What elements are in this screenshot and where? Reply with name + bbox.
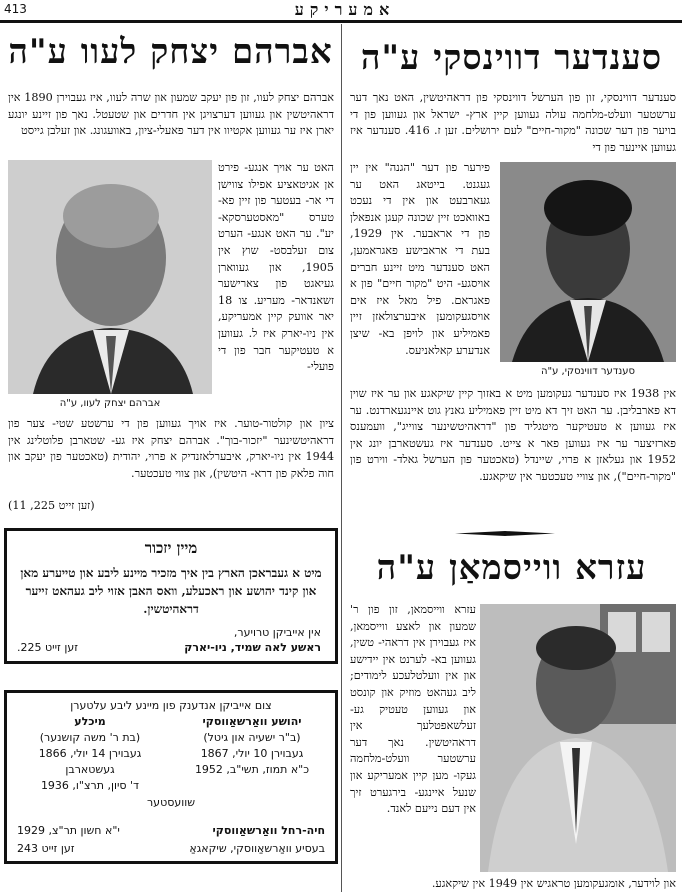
right-article-title: סענדער דווינסקי ע"ה	[360, 38, 663, 78]
memorial-box-text: מיט א געבראכן הארץ בין איך מזכיר מיינע ליבע און טייערע מאן און קינד יהושע און ראכעלע, וואס האבן אזוי ליב געהאט זייער דראהיטשין.	[20, 566, 322, 616]
ezra-article-text-side: עזרא ווייסמאן, זון פון ר' שמעון און לאצע ווייסמאן, איז געבוירן אין דראהי- טשין, געווען בא- לערנט אין יידישע און אין וועלטלעכע לימודים; ליב געהאט מוזיק און קונסט און געווען טעטיק גע- זעלשאפטלעך אין דראהיטשין. נאך דער ערשטער וועלט-מלחמה געקו- מען קיין אמעריקע און שנעל איינגע- בירגערט זיך אין דעם נייעם לאנד.	[350, 603, 476, 816]
mother-name: מיכלע	[74, 715, 106, 728]
memorial-box-signer: ראשע לאה שמיד, ניו-יארק	[184, 641, 321, 654]
father-name: יהושע וואַרשאַווסקי	[202, 715, 302, 728]
portrait-photo-ezra	[480, 604, 676, 872]
page-number: 413	[4, 2, 27, 16]
right-article-text-bottom: אין 1938 איז סענדער געקומען מיט א באזוך קיין שיקאגע און ער איז שוין דא פארבליבן. ער האט זיך דא מיט זיין פאמיליע גאנץ גוט איינגעארדנט. ער איז געווען א טעטיקער מיטגליד פון "דראהיטשינער צווייג", וועמענס פארזיצער ער איז געווען פאר א צייט. סענדער איז געשטארבן יונג אין 1952 און געלאזן א פרוי, שיינדל (טאכטער פון הערשל גאלד- ווירט פון "מקור-חיים"), און צוויי טעכטער אין שיקאגע.	[350, 387, 676, 483]
portrait-photo-left	[8, 160, 212, 394]
left-article-page-ref: (זען זייט 225, 11)	[8, 499, 95, 512]
parents-memorial-box	[4, 690, 338, 864]
sister-name: חיה-רחל וואַרשאַווסקי	[212, 824, 325, 837]
sister-label: שוועסטער	[146, 796, 196, 809]
column-divider	[341, 24, 342, 892]
ezra-article-text-bottom: און לוידער, אומגעקומען טראגיש אין 1949 אין שיקאגע.	[431, 877, 676, 890]
parents-box-page-ref: זען זייט 243	[17, 842, 75, 855]
father-died: כ"א תמוז, תשי"ב, 1952	[194, 763, 310, 776]
right-photo-caption: סענדער דווינסקי, ע"ה	[540, 366, 635, 377]
left-article-title: אברהם יצחק לעוו ע"ה	[8, 32, 333, 72]
mother-parents: (בת ר' משה קושנער)	[39, 731, 141, 744]
memorial-box	[4, 528, 338, 664]
ezra-article-title: עזרא ווייסמאַן ע"ה	[376, 548, 647, 588]
mother-born: געבוירן 14 יולי, 1866	[38, 747, 142, 760]
right-article-text-side: פירער פון דער "הגנה" אין יין געגנט. בייטאג האט ער געארבעט און אין די נעכט באוואכט זיין שכונה קעגן אנפאלן פון די אראבער. אין 1929, בעת די אראבישע פאגראמען, האט סענדער מיט זיינע חברים אויסגע- היט "מקור חיים" פון א פאגראם. פיל מאל איז אים אויסגעקומען איבערצולאזן זיין פאמיליע און לויפן בא- שיצן אנדערע קאלאניעס.	[350, 161, 490, 357]
father-parents: (ב"ר ישעיה און גיטל)	[203, 731, 301, 744]
parents-box-signer: בעסיע וואַרשאַווסקי, שיקאגאַ	[189, 842, 325, 855]
mother-died-label: געשטארבן	[65, 763, 115, 776]
running-head: אמעריקע	[294, 0, 396, 19]
right-article-text-top: סענדער דווינסקי, זון פון הערשל דווינסקי פון דראהיטשין, האט נאך דער ערשטער וועלט-מלחמה עולה געווען קיין ארץ- ישראל און געווען פון די בויער פון דער שכונה "מקור-חיים" לעם ירושלים. זען ז. 416. סענדער איז געווען איינער פון די	[350, 91, 676, 154]
left-article-text-side: האט ער אויך אנגע- פירט אן אגיטאציע אפילו צווישן די אר- בעטער פון זיין פא- טערס "מאסטערסקא- יע". ער האט אנגע- הערט צום זעלבסט- שוץ אין 1905, און געווארן געיאגט פון צארישער זשאנדאר- מעריע. צו 18 יאר אוועק קיין אמעריקע, אין ניו-יארק איז ל. געווען א טעטיקער חבר פון די פועלי-	[218, 161, 334, 374]
section-divider-ornament	[455, 521, 555, 526]
parents-box-header: צום אייביקן אנדענק פון מיינע ליבע עלטערן	[70, 699, 272, 712]
left-photo-caption: אברהם יצחק לעוו, ע"ה	[59, 398, 161, 409]
memorial-box-page-ref: זען זייט 225.	[17, 641, 79, 654]
mother-died: ד' סיון, תרצ"ו, 1936	[40, 779, 140, 792]
memorial-box-title: מיין יזכור	[144, 539, 198, 557]
top-rule	[0, 20, 682, 23]
left-article-text-bottom: ציון און קולטור-טוער. איז אויך געווען פון די ערשטע שטי- צער פון דראהיטשינער "יזכור-בוך". אברהם יצחק איז גע- שטארבן פלוטלינג אין 1944 אין ניו-יארק, איבערלאזנדיק א פרוי, יהודית (טאכטער פון יעקב און חוה פלאק פון דרא- היטשין), און צווי טעכטער.	[8, 417, 334, 480]
memorial-box-signoff: אין אייביקן טרויער,	[233, 626, 321, 639]
left-article-text-top: אברהם יצחק לעוו, זון פון יעקב שמעון און שרה לעוו, איז געבוירן 1890 אין דראהיטשין און געווען דערצויגן אין חדרים און שטעטל. נאך פון זיינע יונגע יארן איז ער געווען אקטיוו אין דער פאעלי-ציון, באוועגונג. און זעלבן גייסט	[8, 91, 334, 138]
father-born: געבוירן 10 יולי, 1867	[200, 747, 304, 760]
portrait-photo-right	[500, 162, 676, 362]
sister-date: י"א חשון תר"צ, 1929	[17, 824, 120, 837]
